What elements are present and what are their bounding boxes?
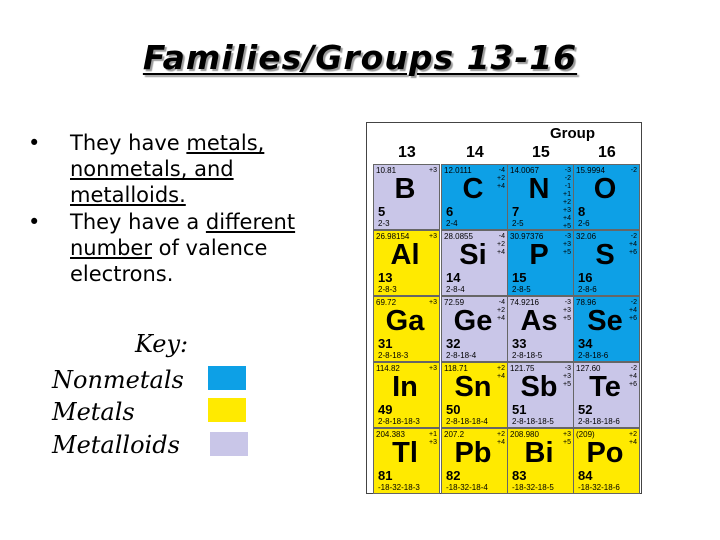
atomic-mass: 74.9216 xyxy=(510,298,539,307)
atomic-number: 51 xyxy=(512,402,527,417)
element-symbol: Ga xyxy=(385,305,425,337)
atomic-number: 13 xyxy=(378,270,393,285)
atomic-number: 32 xyxy=(446,336,461,351)
atomic-mass: 15.9994 xyxy=(576,166,605,175)
atomic-mass: 14.0067 xyxy=(510,166,539,175)
oxidation-states: -3 -2 -1 +1 +2 +3 +4 +5 xyxy=(563,167,571,230)
element-cell-se xyxy=(573,296,640,362)
slide-title: Families/Groups 13-16 xyxy=(142,38,578,77)
atomic-number: 31 xyxy=(378,336,393,351)
atomic-mass: 114.82 xyxy=(376,364,400,373)
element-symbol: Ge xyxy=(453,305,493,337)
element-cell-p xyxy=(507,230,574,296)
underlined-text: different number xyxy=(70,210,296,260)
atomic-number: 15 xyxy=(512,270,527,285)
electron-config: 2-4 xyxy=(446,219,458,228)
electron-config: 2-8-18-18-3 xyxy=(378,417,420,426)
element-cell-ga xyxy=(373,296,440,362)
element-cell-o xyxy=(573,164,640,230)
electron-config: -18-32-18-6 xyxy=(578,483,620,492)
key-title: Key: xyxy=(135,330,189,358)
element-symbol: Tl xyxy=(392,437,418,469)
electron-config: 2-8-18-18-5 xyxy=(512,417,554,426)
element-symbol: C xyxy=(462,173,484,205)
bullet-item xyxy=(28,209,328,287)
group-label: Group xyxy=(550,125,595,142)
atomic-number: 33 xyxy=(512,336,527,351)
group-number: 16 xyxy=(598,144,616,161)
element-cell-c xyxy=(441,164,508,230)
atomic-mass: 118.71 xyxy=(444,364,468,373)
oxidation-states: -2 +4 +6 xyxy=(629,299,637,322)
element-symbol: Bi xyxy=(524,437,554,469)
element-symbol: N xyxy=(528,173,550,205)
element-cell-si xyxy=(441,230,508,296)
electron-config: 2-8-6 xyxy=(578,285,597,294)
element-cell-sb xyxy=(507,362,574,428)
element-cell-ge xyxy=(441,296,508,362)
electron-config: 2-6 xyxy=(578,219,590,228)
element-symbol: Po xyxy=(586,437,624,469)
bullet-dot: • xyxy=(28,131,41,155)
atomic-mass: 72.59 xyxy=(444,298,465,307)
electron-config: 2-8-18-18-6 xyxy=(578,417,620,426)
oxidation-states: -4 +2 +4 xyxy=(497,299,505,322)
group-number: 14 xyxy=(466,144,484,161)
oxidation-states: +1 +3 xyxy=(429,431,437,446)
underlined-text: metals, nonmetals, and metalloids. xyxy=(70,131,265,207)
element-symbol: In xyxy=(392,371,418,403)
key-swatch-metals xyxy=(208,398,246,422)
element-symbol: Sn xyxy=(454,371,492,403)
electron-config: -18-32-18-3 xyxy=(378,483,420,492)
element-symbol: Sb xyxy=(520,371,558,403)
element-symbol: Te xyxy=(589,371,621,403)
atomic-mass: 207.2 xyxy=(444,430,465,439)
element-cell-b xyxy=(373,164,440,230)
atomic-mass: 204.383 xyxy=(376,430,405,439)
oxidation-states: -3 +3 +5 xyxy=(563,299,571,322)
element-symbol: Al xyxy=(390,239,420,271)
key-swatch-metalloids xyxy=(210,432,248,456)
oxidation-states: -4 +2 +4 xyxy=(497,233,505,256)
bullet-dot: • xyxy=(28,210,41,234)
atomic-mass: 30.97376 xyxy=(510,232,544,241)
atomic-number: 50 xyxy=(446,402,461,417)
oxidation-states: -3 +3 +5 xyxy=(563,365,571,388)
atomic-mass: 208.980 xyxy=(510,430,539,439)
element-cell-pb xyxy=(441,428,508,494)
oxidation-states: +2 +4 xyxy=(629,431,637,446)
atomic-number: 16 xyxy=(578,270,593,285)
atomic-number: 7 xyxy=(512,204,520,219)
electron-config: 2-8-18-4 xyxy=(446,351,477,360)
electron-config: -18-32-18-5 xyxy=(512,483,554,492)
element-cell-po xyxy=(573,428,640,494)
atomic-mass: 26.98154 xyxy=(376,232,410,241)
atomic-mass: 69.72 xyxy=(376,298,397,307)
electron-config: 2-8-18-6 xyxy=(578,351,609,360)
bullet-item xyxy=(28,130,328,208)
atomic-mass: 12.0111 xyxy=(444,166,472,175)
electron-config: 2-8-4 xyxy=(446,285,465,294)
element-cell-tl xyxy=(373,428,440,494)
oxidation-states: -2 +4 +6 xyxy=(629,365,637,388)
atomic-number: 34 xyxy=(578,336,593,351)
element-symbol: Se xyxy=(587,305,623,337)
group-number: 15 xyxy=(532,144,550,161)
atomic-number: 82 xyxy=(446,468,461,483)
element-cell-te xyxy=(573,362,640,428)
element-cell-s xyxy=(573,230,640,296)
element-symbol: B xyxy=(394,173,416,205)
element-symbol: O xyxy=(593,173,617,205)
atomic-number: 14 xyxy=(446,270,461,285)
element-cell-sn xyxy=(441,362,508,428)
atomic-mass: 127.60 xyxy=(576,364,601,373)
key-label-metals: Metals xyxy=(52,398,135,426)
bullet-text: They have xyxy=(70,131,187,155)
atomic-mass: 32.06 xyxy=(576,232,597,241)
atomic-number: 84 xyxy=(578,468,593,483)
electron-config: 2-3 xyxy=(378,219,390,228)
atomic-mass: 10.81 xyxy=(376,166,397,175)
atomic-mass: 121.75 xyxy=(510,364,535,373)
oxidation-states: -2 +4 +6 xyxy=(629,233,637,256)
oxidation-states: +3 xyxy=(429,365,437,372)
atomic-mass: 28.0855 xyxy=(444,232,473,241)
oxidation-states: +2 +4 xyxy=(497,431,505,446)
electron-config: 2-8-3 xyxy=(378,285,397,294)
atomic-number: 52 xyxy=(578,402,593,417)
oxidation-states: +2 +4 xyxy=(497,365,505,380)
electron-config: -18-32-18-4 xyxy=(446,483,488,492)
key-label-nonmetals: Nonmetals xyxy=(52,366,184,394)
oxidation-states: +3 xyxy=(429,233,437,240)
atomic-mass: (209) xyxy=(576,430,595,439)
atomic-number: 8 xyxy=(578,204,586,219)
oxidation-states: +3 xyxy=(429,299,437,306)
oxidation-states: -4 +2 +4 xyxy=(497,167,505,190)
element-cell-al xyxy=(373,230,440,296)
group-number: 13 xyxy=(398,144,416,161)
element-cell-as xyxy=(507,296,574,362)
atomic-number: 81 xyxy=(378,468,393,483)
oxidation-states: -2 xyxy=(630,167,637,174)
key-swatch-nonmetals xyxy=(208,366,246,390)
key-label-metalloids: Metalloids xyxy=(52,431,180,459)
atomic-number: 5 xyxy=(378,204,386,219)
atomic-number: 83 xyxy=(512,468,527,483)
oxidation-states: -3 +3 +5 xyxy=(563,233,571,256)
element-cell-n xyxy=(507,164,574,230)
electron-config: 2-5 xyxy=(512,219,524,228)
element-symbol: As xyxy=(520,305,558,337)
oxidation-states: +3 xyxy=(429,167,437,174)
element-cell-bi xyxy=(507,428,574,494)
electron-config: 2-8-18-3 xyxy=(378,351,409,360)
bullet-list xyxy=(28,130,328,288)
element-symbol: Pb xyxy=(454,437,492,469)
electron-config: 2-8-5 xyxy=(512,285,531,294)
element-symbol: P xyxy=(529,239,549,271)
element-cell-in xyxy=(373,362,440,428)
element-symbol: S xyxy=(595,239,615,271)
bullet-text: of valence electrons. xyxy=(70,236,268,286)
atomic-number: 6 xyxy=(446,204,454,219)
atomic-number: 49 xyxy=(378,402,393,417)
element-symbol: Si xyxy=(459,239,487,271)
electron-config: 2-8-18-5 xyxy=(512,351,543,360)
atomic-mass: 78.96 xyxy=(576,298,597,307)
bullet-text: They have a xyxy=(70,210,206,234)
electron-config: 2-8-18-18-4 xyxy=(446,417,488,426)
oxidation-states: +3 +5 xyxy=(563,431,571,446)
